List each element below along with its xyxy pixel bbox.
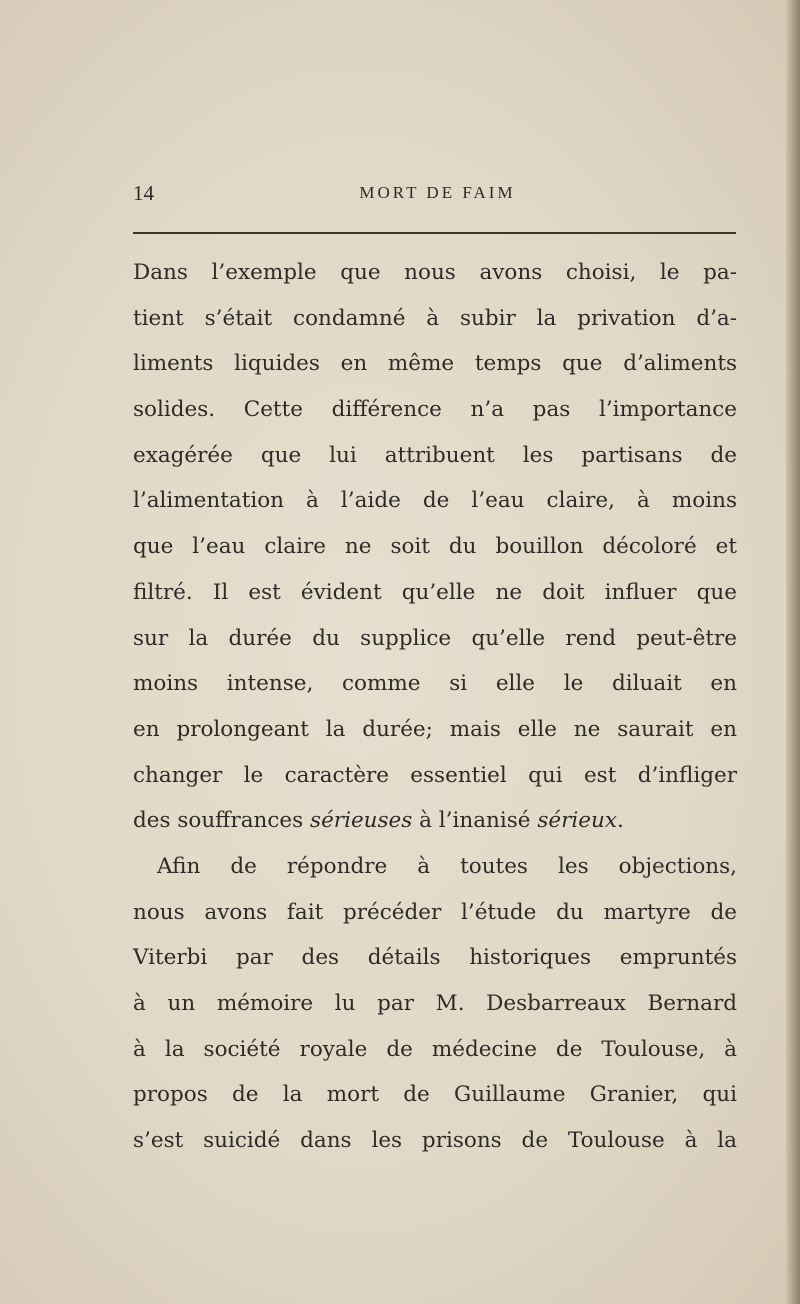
text-run: des souffrances bbox=[133, 808, 311, 834]
italic-word: sérieuses bbox=[310, 808, 413, 834]
running-title: MORT DE FAIM bbox=[359, 183, 516, 202]
paragraph-end-line bbox=[133, 798, 737, 844]
text-line: sur la durée du supplice qu’elle rend peut-être bbox=[133, 625, 737, 651]
text-line: propos de la mort de Guillaume Granier, qui bbox=[133, 1082, 737, 1108]
text-line: tient s’était condamné à subir la privation d’a- bbox=[133, 305, 737, 331]
italic-word: sérieux bbox=[537, 808, 617, 834]
text-line: changer le caractère essentiel qui est d’infliger bbox=[133, 762, 737, 788]
text-line: s’est suicidé dans les prisons de Toulouse à la bbox=[133, 1128, 737, 1154]
text-line: solides. Cette différence n’a pas l’importance bbox=[133, 397, 737, 423]
text-line: Afin de répondre à toutes les objections, bbox=[157, 853, 737, 879]
page-edge-shadow bbox=[786, 0, 800, 1304]
text-line: en prolongeant la durée; mais elle ne saurait en bbox=[133, 716, 737, 742]
text-run: à l’inanisé bbox=[412, 808, 538, 834]
header-rule bbox=[133, 232, 736, 234]
text-line: l’alimentation à l’aide de l’eau claire, à moins bbox=[133, 488, 737, 514]
text-line: liments liquides en même temps que d’aliments bbox=[133, 351, 737, 377]
text-line: Dans l’exemple que nous avons choisi, le pa- bbox=[133, 260, 737, 285]
text-line: Viterbi par des détails historiques empruntés bbox=[133, 945, 737, 971]
text-line: exagérée que lui attribuent les partisans de bbox=[133, 442, 737, 468]
text-line: que l’eau claire ne soit du bouillon décoloré et bbox=[133, 534, 737, 560]
text-line: à un mémoire lu par M. Desbarreaux Bernard bbox=[133, 991, 737, 1016]
text-line: à la société royale de médecine de Toulouse, à bbox=[133, 1036, 737, 1062]
running-head bbox=[133, 181, 736, 211]
page-number: 14 bbox=[133, 181, 154, 205]
text-run: . bbox=[616, 808, 624, 834]
text-line: nous avons fait précéder l’étude du martyre de bbox=[133, 899, 737, 925]
body-text bbox=[133, 250, 737, 1164]
text-line: filtré. Il est évident qu’elle ne doit influer que bbox=[133, 579, 737, 605]
text-line: moins intense, comme si elle le diluait en bbox=[133, 671, 737, 697]
